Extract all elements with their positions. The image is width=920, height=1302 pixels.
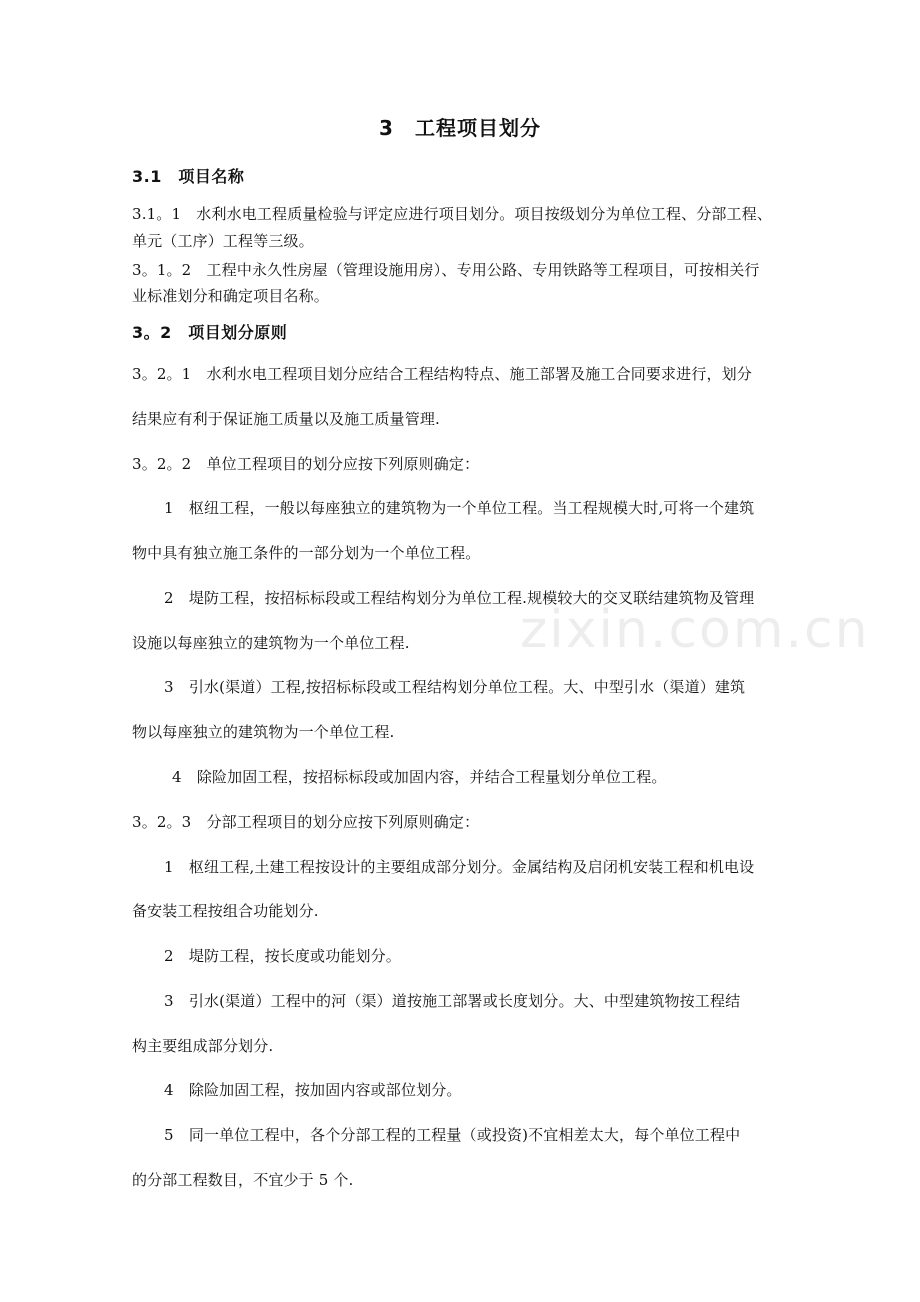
division-item-1-line1: 1 枢纽工程,土建工程按设计的主要组成部分划分。金属结构及启闭机安装工程和机电设	[164, 858, 755, 876]
unit-item-1-line1: 1 枢纽工程，一般以每座独立的建筑物为一个单位工程。当工程规模大时,可将一个建筑	[164, 499, 755, 517]
section-heading-3-2: 3。2 项目划分原则	[132, 323, 288, 342]
division-item-3-line2: 构主要组成部分划分.	[132, 1037, 274, 1055]
paragraph-3-2-1-line1: 3。2。1 水利水电工程项目划分应结合工程结构特点、施工部署及施工合同要求进行，划分	[132, 365, 752, 383]
section-heading-3-1: 3.1 项目名称	[132, 167, 245, 186]
paragraph-3-2-2: 3。2。2 单位工程项目的划分应按下列原则确定：	[132, 455, 480, 473]
division-item-4: 4 除险加固工程，按加固内容或部位划分。	[164, 1081, 462, 1099]
division-item-2: 2 堤防工程，按长度或功能划分。	[164, 947, 401, 965]
paragraph-3-2-1-line2: 结果应有利于保证施工质量以及施工质量管理.	[132, 410, 440, 428]
chapter-title: 3 工程项目划分	[379, 116, 541, 140]
unit-item-1-line2: 物中具有独立施工条件的一部分划为一个单位工程。	[132, 544, 481, 562]
division-item-3-line1: 3 引水(渠道）工程中的河（渠）道按施工部署或长度划分。大、中型建筑物按工程结	[164, 992, 741, 1010]
paragraph-3-1-2-line2: 业标准划分和确定项目名称。	[132, 287, 329, 305]
unit-item-2-line1: 2 堤防工程，按招标标段或工程结构划分为单位工程.规模较大的交叉联结建筑物及管理	[164, 589, 755, 607]
division-item-5-line2: 的分部工程数目，不宜少于 5 个.	[132, 1171, 354, 1189]
division-item-1-line2: 备安装工程按组合功能划分.	[132, 902, 319, 920]
paragraph-3-1-2-line1: 3。1。2 工程中永久性房屋（管理设施用房）、专用公路、专用铁路等工程项目，可按相关行	[132, 261, 760, 279]
unit-item-3-line1: 3 引水(渠道）工程,按招标标段或工程结构划分单位工程。大、中型引水（渠道）建筑	[164, 678, 746, 696]
watermark: zixin.com.cn	[520, 600, 870, 660]
paragraph-3-2-3: 3。2。3 分部工程项目的划分应按下列原则确定：	[132, 813, 480, 831]
unit-item-4: 4 除险加固工程，按招标标段或加固内容，并结合工程量划分单位工程。	[172, 768, 667, 786]
paragraph-3-1-1-line2: 单元（工序）工程等三级。	[132, 232, 314, 250]
division-item-5-line1: 5 同一单位工程中，各个分部工程的工程量（或投资)不宜相差太大，每个单位工程中	[164, 1126, 741, 1144]
unit-item-3-line2: 物以每座独立的建筑物为一个单位工程.	[132, 723, 395, 741]
unit-item-2-line2: 设施以每座独立的建筑物为一个单位工程.	[132, 634, 410, 652]
paragraph-3-1-1-line1: 3.1。1 水利水电工程质量检验与评定应进行项目划分。项目按级划分为单位工程、分部工程、	[132, 205, 773, 223]
